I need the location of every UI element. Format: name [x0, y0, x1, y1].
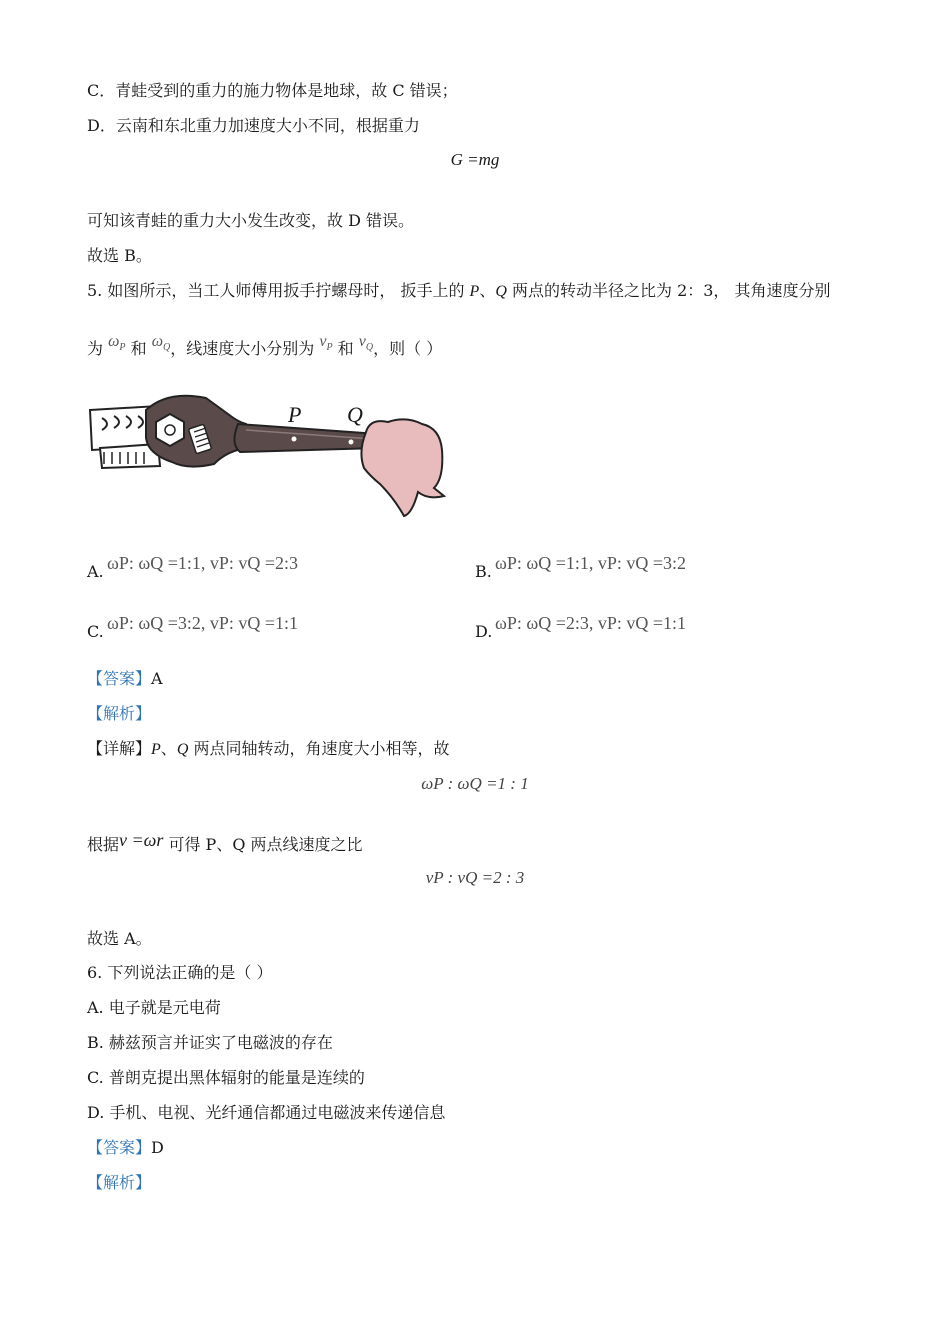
option-b [475, 553, 687, 583]
q5-line2-and1: 和 [130, 339, 147, 358]
detail-separator: 、 [160, 739, 177, 758]
equation-v-ratio: vP : vQ =2 : 3 [425, 868, 525, 887]
q5-line2-end: ，则（ ） [373, 339, 443, 358]
separator: 、 [479, 281, 496, 300]
analysis-6-tag: 【解析】 [87, 1173, 152, 1192]
detail-5-text: 两点同轴转动，角速度大小相等，故 [188, 739, 450, 758]
answer-6-tag: 【答案】 [87, 1138, 152, 1157]
v-q-symbol: $v_Q$ [358, 333, 374, 354]
option-c [87, 613, 299, 643]
question-6-option-c: C. 普朗克提出黑体辐射的能量是连续的 [87, 1068, 365, 1087]
option-d-label: D. [475, 622, 493, 641]
q5-line2-mid: ，线速度大小分别为 [170, 339, 315, 358]
basis-suffix: 可得 P、Q 两点线速度之比 [163, 835, 363, 854]
answer-6-value: D [151, 1138, 164, 1157]
detail-5-row [87, 738, 449, 761]
option-d [475, 613, 687, 643]
point-p-marker [292, 437, 297, 442]
option-b-expression: ωP: ωQ =1:1, vP: vQ =3:2 [495, 553, 687, 573]
label-q: Q [347, 402, 363, 427]
symbol-p: P [469, 283, 480, 300]
question-6-stem: 6. 下列说法正确的是（ ） [87, 963, 273, 982]
question-6-option-d: D. 手机、电视、光纤通信都通过电磁波来传递信息 [87, 1103, 446, 1122]
detail-symbol-p: P [151, 741, 161, 758]
basis-formula: v =ωr [119, 830, 164, 850]
basis-row [87, 830, 363, 856]
wrench-head [146, 396, 248, 467]
option-d-expression: ωP: ωQ =2:3, vP: vQ =1:1 [495, 613, 687, 633]
option-a-expression: ωP: ωQ =1:1, vP: vQ =2:3 [107, 553, 299, 573]
option-a-label: A. [87, 562, 104, 581]
analysis-5-tag: 【解析】 [87, 704, 152, 723]
basis-prefix: 根据 [87, 835, 120, 854]
wrench-figure [88, 388, 448, 523]
q5-line1-prefix: 5. 如图所示，当工人师傅用扳手拧螺母时， 扳手上的 [87, 281, 470, 300]
text-weight-change: 可知该青蛙的重力大小发生改变，故 D 错误。 [87, 211, 415, 230]
q5-line1-suffix: 两点的转动半径之比为 2：3， 其角速度分别 [506, 281, 831, 300]
option-b-label: B. [475, 562, 492, 581]
conclusion-5: 故选 A。 [87, 929, 152, 948]
text-choose-b: 故选 B。 [87, 246, 152, 265]
omega-q-symbol: $\omega_Q$ [151, 333, 171, 354]
symbol-q: Q [495, 283, 507, 300]
option-c-expression: ωP: ωQ =3:2, vP: vQ =1:1 [107, 613, 299, 633]
equation-omega-ratio: ωP : ωQ =1 : 1 [421, 774, 529, 793]
wrench-illustration [88, 388, 448, 523]
option-c-label: C. [87, 622, 104, 641]
answer-6-row [87, 1137, 164, 1159]
answer-5-tag: 【答案】 [87, 669, 152, 688]
detail-5-tag: 【详解】 [87, 739, 152, 758]
option-a [87, 553, 299, 583]
question-5-line1 [87, 280, 831, 303]
q5-line2-and2: 和 [337, 339, 354, 358]
answer-5-row [87, 668, 163, 690]
q5-line2-a: 为 [87, 339, 104, 358]
question-6-option-a: A. 电子就是元电荷 [87, 998, 221, 1017]
hand [361, 419, 444, 516]
question-5-line2 [87, 333, 443, 367]
label-p: P [288, 402, 302, 427]
text-option-c-explanation: C．青蛙受到的重力的施力物体是地球，故 C 错误； [87, 81, 458, 100]
question-6-option-b: B. 赫兹预言并证实了电磁波的存在 [87, 1033, 333, 1052]
point-q-marker [349, 440, 354, 445]
equation-gravity: G =mg [450, 150, 500, 169]
answer-5-value: A [151, 669, 163, 688]
v-p-symbol: $v_P$ [319, 333, 333, 354]
omega-p-symbol: $\omega_P$ [108, 333, 126, 354]
text-option-d-explanation: D．云南和东北重力加速度大小不同，根据重力 [87, 116, 420, 135]
detail-symbol-q: Q [176, 741, 189, 758]
